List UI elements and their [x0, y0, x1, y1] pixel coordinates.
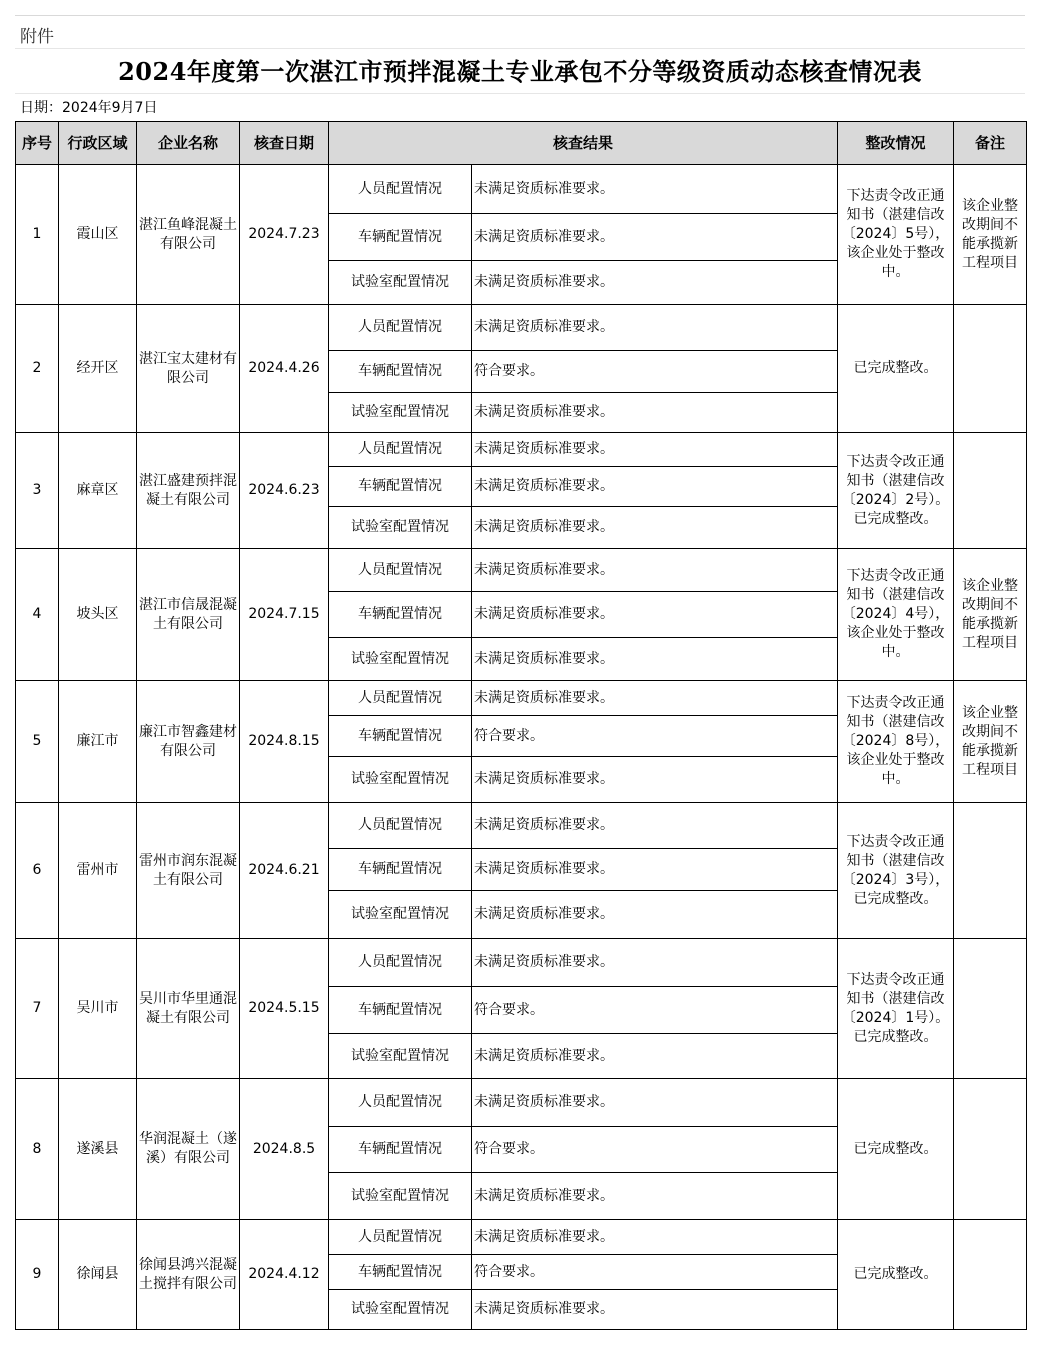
row-company: 湛江宝太建材有限公司: [137, 305, 240, 433]
check-item: 车辆配置情况: [329, 592, 472, 638]
check-item: 人员配置情况: [329, 165, 472, 214]
check-result: 符合要求。: [472, 716, 838, 757]
divider: [15, 48, 1025, 49]
check-result: 未满足资质标准要求。: [472, 214, 838, 261]
row-company: 湛江盛建预拌混凝土有限公司: [137, 433, 240, 549]
row-check-date: 2024.4.12: [240, 1220, 329, 1330]
row-check-date: 2024.4.26: [240, 305, 329, 433]
table-row: [16, 1079, 1027, 1127]
table-header-row: [16, 122, 1027, 165]
row-seq: 2: [16, 305, 59, 433]
check-result: 未满足资质标准要求。: [472, 939, 838, 987]
row-company: 湛江市信晟混凝土有限公司: [137, 549, 240, 681]
row-rectify: 下达责令改正通知书（湛建信改〔2024〕2号）。已完成整改。: [838, 433, 954, 549]
check-result: 未满足资质标准要求。: [472, 849, 838, 891]
row-region: 徐闻县: [59, 1220, 137, 1330]
table-row: [16, 1220, 1027, 1255]
check-result: 未满足资质标准要求。: [472, 433, 838, 467]
row-seq: 8: [16, 1079, 59, 1220]
row-company: 徐闻县鸿兴混凝土搅拌有限公司: [137, 1220, 240, 1330]
header-company: 企业名称: [137, 122, 240, 165]
row-remark: [954, 1220, 1027, 1330]
row-company: 吴川市华里通混凝土有限公司: [137, 939, 240, 1079]
check-result: 符合要求。: [472, 1255, 838, 1290]
check-result: 未满足资质标准要求。: [472, 1173, 838, 1220]
row-remark: 该企业整改期间不能承揽新工程项目: [954, 165, 1027, 305]
row-check-date: 2024.7.23: [240, 165, 329, 305]
divider: [15, 93, 1025, 94]
check-result: 未满足资质标准要求。: [472, 1034, 838, 1079]
check-result: 未满足资质标准要求。: [472, 1220, 838, 1255]
row-region: 雷州市: [59, 803, 137, 939]
check-item: 人员配置情况: [329, 681, 472, 716]
row-region: 廉江市: [59, 681, 137, 803]
row-check-date: 2024.7.15: [240, 549, 329, 681]
row-rectify: 下达责令改正通知书（湛建信改〔2024〕1号）。已完成整改。: [838, 939, 954, 1079]
row-remark: [954, 803, 1027, 939]
row-seq: 1: [16, 165, 59, 305]
table-row: [16, 433, 1027, 467]
row-company: 华润混凝土（遂溪）有限公司: [137, 1079, 240, 1220]
check-result: 未满足资质标准要求。: [472, 592, 838, 638]
check-item: 人员配置情况: [329, 305, 472, 351]
row-rectify: 下达责令改正通知书（湛建信改〔2024〕5号），该企业处于整改中。: [838, 165, 954, 305]
row-seq: 6: [16, 803, 59, 939]
check-item: 车辆配置情况: [329, 849, 472, 891]
header-check-date: 核查日期: [240, 122, 329, 165]
inspection-table: [15, 121, 1027, 1330]
table-row: [16, 305, 1027, 351]
row-remark: [954, 939, 1027, 1079]
check-result: 未满足资质标准要求。: [472, 803, 838, 849]
row-region: 麻章区: [59, 433, 137, 549]
check-result: 未满足资质标准要求。: [472, 507, 838, 549]
check-item: 试验室配置情况: [329, 891, 472, 939]
row-seq: 7: [16, 939, 59, 1079]
row-check-date: 2024.6.21: [240, 803, 329, 939]
check-item: 车辆配置情况: [329, 1127, 472, 1173]
check-item: 试验室配置情况: [329, 638, 472, 681]
check-item: 人员配置情况: [329, 549, 472, 592]
check-result: 符合要求。: [472, 351, 838, 393]
row-remark: [954, 305, 1027, 433]
row-remark: [954, 1079, 1027, 1220]
check-item: 车辆配置情况: [329, 351, 472, 393]
check-result: 未满足资质标准要求。: [472, 305, 838, 351]
check-item: 试验室配置情况: [329, 507, 472, 549]
attachment-label: 附件: [20, 27, 54, 47]
check-item: 车辆配置情况: [329, 467, 472, 507]
check-item: 试验室配置情况: [329, 261, 472, 305]
check-result: 未满足资质标准要求。: [472, 165, 838, 214]
row-rectify: 下达责令改正通知书（湛建信改〔2024〕3号），已完成整改。: [838, 803, 954, 939]
row-rectify: 下达责令改正通知书（湛建信改〔2024〕4号），该企业处于整改中。: [838, 549, 954, 681]
row-seq: 3: [16, 433, 59, 549]
check-item: 车辆配置情况: [329, 987, 472, 1034]
check-item: 车辆配置情况: [329, 716, 472, 757]
check-item: 试验室配置情况: [329, 757, 472, 803]
row-check-date: 2024.8.5: [240, 1079, 329, 1220]
check-result: 未满足资质标准要求。: [472, 393, 838, 433]
check-result: 符合要求。: [472, 987, 838, 1034]
row-rectify: 已完成整改。: [838, 1079, 954, 1220]
header-region: 行政区域: [59, 122, 137, 165]
row-check-date: 2024.8.15: [240, 681, 329, 803]
table-row: [16, 165, 1027, 214]
check-result: 未满足资质标准要求。: [472, 549, 838, 592]
table-row: [16, 803, 1027, 849]
check-result: 未满足资质标准要求。: [472, 757, 838, 803]
row-remark: [954, 433, 1027, 549]
check-item: 人员配置情况: [329, 939, 472, 987]
row-remark: 该企业整改期间不能承揽新工程项目: [954, 681, 1027, 803]
row-region: 霞山区: [59, 165, 137, 305]
table-row: [16, 939, 1027, 987]
row-seq: 4: [16, 549, 59, 681]
row-check-date: 2024.6.23: [240, 433, 329, 549]
check-item: 试验室配置情况: [329, 1173, 472, 1220]
page-title: 2024年度第一次湛江市预拌混凝土专业承包不分等级资质动态核查情况表: [118, 57, 922, 86]
check-item: 人员配置情况: [329, 433, 472, 467]
check-item: 试验室配置情况: [329, 393, 472, 433]
check-item: 车辆配置情况: [329, 1255, 472, 1290]
report-date: 日期：2024年9月7日: [20, 100, 158, 116]
header-result: 核查结果: [329, 122, 838, 165]
top-border: [15, 15, 1025, 16]
table-row: [16, 549, 1027, 592]
row-rectify: 已完成整改。: [838, 1220, 954, 1330]
header-seq: 序号: [16, 122, 59, 165]
check-result: 未满足资质标准要求。: [472, 1079, 838, 1127]
row-region: 经开区: [59, 305, 137, 433]
check-item: 试验室配置情况: [329, 1290, 472, 1330]
row-company: 廉江市智鑫建材有限公司: [137, 681, 240, 803]
row-seq: 5: [16, 681, 59, 803]
table-body: [16, 165, 1027, 1330]
table-row: [16, 681, 1027, 716]
row-company: 湛江鱼峰混凝土有限公司: [137, 165, 240, 305]
check-result: 符合要求。: [472, 1127, 838, 1173]
check-result: 未满足资质标准要求。: [472, 261, 838, 305]
header-remark: 备注: [954, 122, 1027, 165]
row-seq: 9: [16, 1220, 59, 1330]
row-remark: 该企业整改期间不能承揽新工程项目: [954, 549, 1027, 681]
header-rectify: 整改情况: [838, 122, 954, 165]
check-result: 未满足资质标准要求。: [472, 638, 838, 681]
check-item: 试验室配置情况: [329, 1034, 472, 1079]
check-result: 未满足资质标准要求。: [472, 891, 838, 939]
check-result: 未满足资质标准要求。: [472, 1290, 838, 1330]
check-item: 人员配置情况: [329, 803, 472, 849]
row-rectify: 下达责令改正通知书（湛建信改〔2024〕8号），该企业处于整改中。: [838, 681, 954, 803]
row-region: 遂溪县: [59, 1079, 137, 1220]
check-item: 车辆配置情况: [329, 214, 472, 261]
check-item: 人员配置情况: [329, 1079, 472, 1127]
row-rectify: 已完成整改。: [838, 305, 954, 433]
row-region: 坡头区: [59, 549, 137, 681]
check-item: 人员配置情况: [329, 1220, 472, 1255]
check-result: 未满足资质标准要求。: [472, 467, 838, 507]
row-check-date: 2024.5.15: [240, 939, 329, 1079]
row-company: 雷州市润东混凝土有限公司: [137, 803, 240, 939]
check-result: 未满足资质标准要求。: [472, 681, 838, 716]
row-region: 吴川市: [59, 939, 137, 1079]
